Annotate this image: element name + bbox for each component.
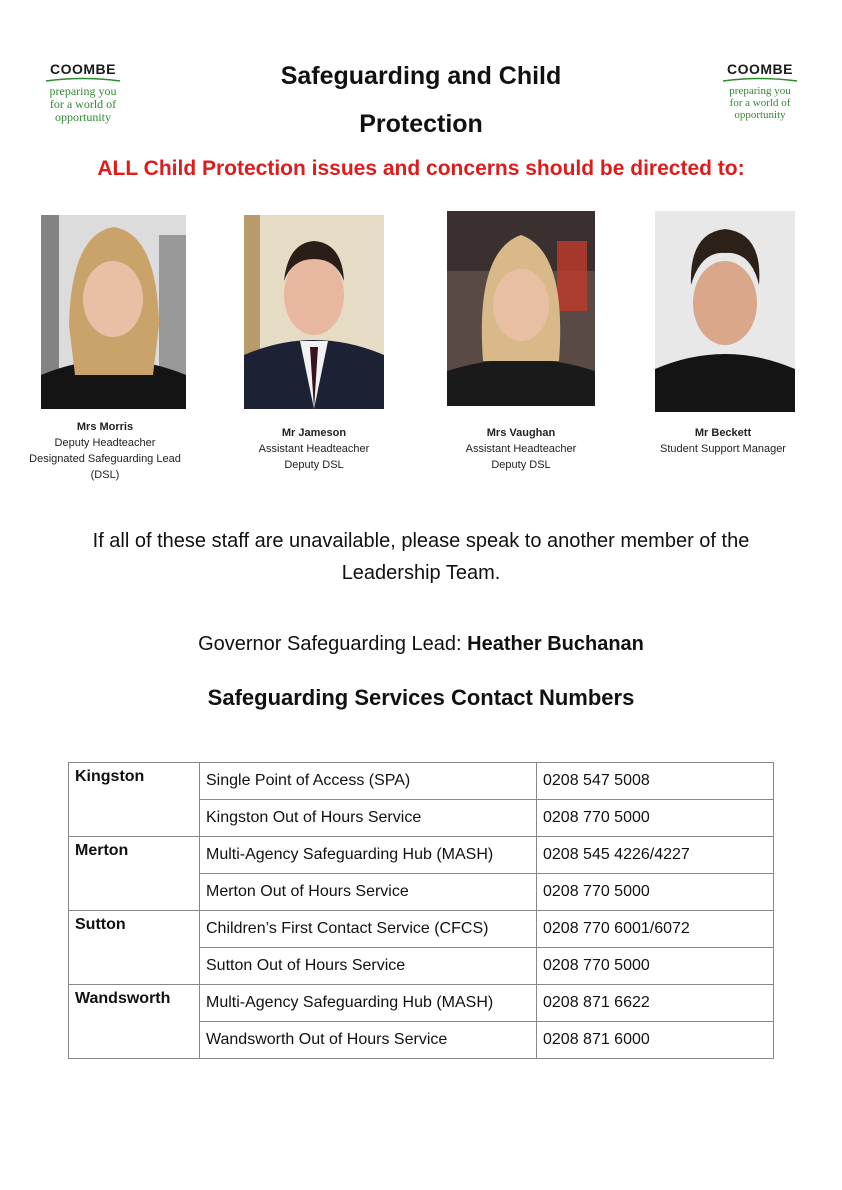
phone-cell: 0208 770 6001/6072: [537, 911, 774, 948]
logo-tagline-2: for a world of: [729, 97, 791, 109]
staff-name: Mr Jameson: [281, 427, 347, 439]
table-row: [69, 911, 774, 948]
staff-caption-jameson: [234, 425, 394, 473]
logo-tagline-3: opportunity: [734, 109, 786, 121]
phone-cell: 0208 770 5000: [537, 948, 774, 985]
service-cell: Wandsworth Out of Hours Service: [200, 1022, 537, 1059]
service-cell: Kingston Out of Hours Service: [200, 800, 537, 837]
staff-role: Assistant Headteacher: [465, 443, 577, 455]
phone-cell: 0208 547 5008: [537, 763, 774, 800]
area-cell: Wandsworth: [69, 985, 200, 1059]
service-cell: Children’s First Contact Service (CFCS): [200, 911, 537, 948]
staff-name: Mrs Morris: [76, 421, 134, 433]
staff-photo-morris: [41, 215, 186, 409]
logo-brand: COOMBE: [50, 61, 116, 77]
phone-cell: 0208 770 5000: [537, 874, 774, 911]
staff-role: Deputy DSL: [284, 459, 344, 471]
service-cell: Sutton Out of Hours Service: [200, 948, 537, 985]
governor-label: Governor Safeguarding Lead:: [198, 633, 468, 655]
page-title-line-2: Protection: [359, 110, 483, 138]
table-row: [69, 985, 774, 1022]
phone-cell: 0208 545 4226/4227: [537, 837, 774, 874]
unavailable-notice-line-2: Leadership Team.: [341, 562, 501, 584]
staff-role: Deputy Headteacher: [54, 437, 156, 449]
page-title-line-1: Safeguarding and Child: [280, 62, 562, 90]
contacts-heading: Safeguarding Services Contact Numbers: [207, 685, 635, 710]
staff-name: Mrs Vaughan: [486, 427, 556, 439]
phone-cell: 0208 871 6000: [537, 1022, 774, 1059]
logo-brand: COOMBE: [727, 61, 793, 77]
staff-photo-vaughan: [447, 211, 595, 406]
staff-caption-beckett: [643, 425, 803, 457]
table-row: [69, 837, 774, 874]
staff-role: Deputy DSL: [491, 459, 551, 471]
logo-tagline-2: for a world of: [49, 97, 117, 111]
unavailable-notice-line-1: If all of these staff are unavailable, please speak to another member of the: [92, 530, 750, 552]
staff-role: Student Support Manager: [660, 443, 786, 455]
logo-tagline-1: preparing you: [729, 85, 791, 97]
logo-tagline-1: preparing you: [49, 84, 117, 98]
alert-heading: ALL Child Protection issues and concerns should be directed to:: [97, 157, 745, 180]
staff-role: Assistant Headteacher: [258, 443, 370, 455]
service-cell: Multi-Agency Safeguarding Hub (MASH): [200, 837, 537, 874]
staff-caption-morris: [20, 419, 190, 483]
service-cell: Multi-Agency Safeguarding Hub (MASH): [200, 985, 537, 1022]
phone-cell: 0208 770 5000: [537, 800, 774, 837]
staff-photo-jameson: [244, 215, 384, 409]
staff-role: Designated Safeguarding Lead: [29, 453, 181, 465]
area-cell: Sutton: [69, 911, 200, 985]
table-row: [69, 763, 774, 800]
logo-tagline-3: opportunity: [55, 110, 111, 124]
service-cell: Merton Out of Hours Service: [200, 874, 537, 911]
staff-role: (DSL): [90, 469, 120, 481]
area-cell: Merton: [69, 837, 200, 911]
staff-photo-beckett: [655, 211, 795, 412]
area-cell: Kingston: [69, 763, 200, 837]
staff-caption-vaughan: [441, 425, 601, 473]
governor-lead: [0, 633, 842, 656]
staff-name: Mr Beckett: [694, 427, 752, 439]
phone-cell: 0208 871 6622: [537, 985, 774, 1022]
governor-name: Heather Buchanan: [467, 633, 644, 655]
service-cell: Single Point of Access (SPA): [200, 763, 537, 800]
contacts-table: [68, 762, 774, 1059]
